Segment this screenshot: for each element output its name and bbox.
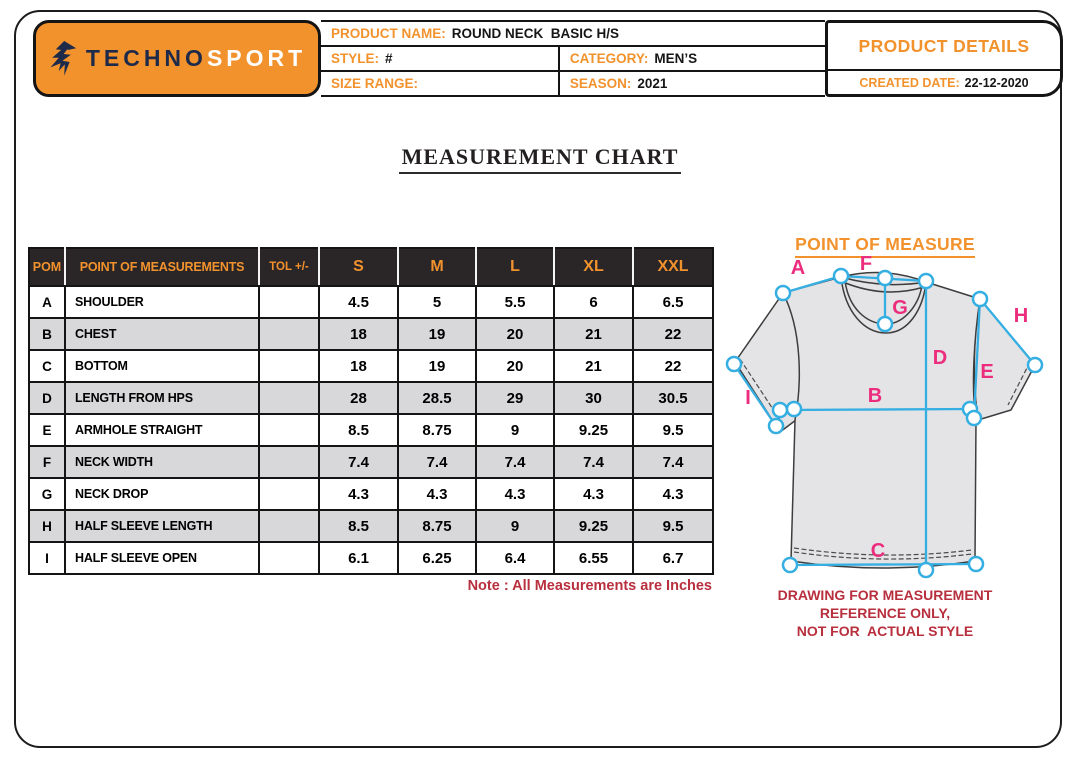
size-l-value: 4.3	[476, 478, 554, 510]
tol-value	[259, 414, 319, 446]
tol-value	[259, 382, 319, 414]
point-of-measure-title: POINT OF MEASURE	[795, 234, 975, 258]
label-h: H	[1013, 305, 1029, 327]
title-row	[0, 144, 1080, 174]
label-c: C	[870, 540, 886, 562]
table-header-row	[29, 248, 713, 286]
pom-name: HALF SLEEVE OPEN	[65, 542, 259, 574]
category-label: CATEGORY:	[569, 51, 649, 66]
size-l-value: 20	[476, 350, 554, 382]
category-field	[558, 47, 825, 70]
diagram-disclaimer	[738, 587, 1032, 641]
size-xxl-value: 30.5	[633, 382, 713, 414]
size-s-value: 18	[319, 350, 398, 382]
size-m-value: 5	[398, 286, 476, 318]
size-s-value: 18	[319, 318, 398, 350]
size-l-value: 6.4	[476, 542, 554, 574]
style-label: STYLE:	[331, 51, 380, 66]
created-date-label: CREATED DATE:	[859, 75, 960, 90]
pom-code: F	[29, 446, 65, 478]
pom-name: LENGTH FROM HPS	[65, 382, 259, 414]
size-xl-value: 4.3	[554, 478, 633, 510]
size-xxl-value: 9.5	[633, 510, 713, 542]
tol-value	[259, 318, 319, 350]
size-xl-value: 21	[554, 318, 633, 350]
size-xxl-value: 22	[633, 350, 713, 382]
size-l-value: 20	[476, 318, 554, 350]
size-s-value: 6.1	[319, 542, 398, 574]
size-s-value: 4.5	[319, 286, 398, 318]
pom-title-row	[755, 234, 1015, 258]
size-l-value: 9	[476, 414, 554, 446]
label-b: B	[867, 385, 883, 407]
size-xxl-value: 6.7	[633, 542, 713, 574]
pom-code: D	[29, 382, 65, 414]
disclaimer-line-1: DRAWING FOR MEASUREMENT	[777, 587, 993, 603]
pom-name: HALF SLEEVE LENGTH	[65, 510, 259, 542]
table-row	[29, 286, 713, 318]
season-field	[558, 72, 825, 95]
col-header-pom: POM	[29, 248, 65, 286]
col-header-tol: TOL +/-	[259, 248, 319, 286]
size-m-value: 8.75	[398, 510, 476, 542]
size-xxl-value: 9.5	[633, 414, 713, 446]
label-i: I	[745, 387, 751, 409]
size-xl-value: 30	[554, 382, 633, 414]
size-s-value: 7.4	[319, 446, 398, 478]
pom-name: NECK WIDTH	[65, 446, 259, 478]
size-m-value: 19	[398, 350, 476, 382]
size-l-value: 29	[476, 382, 554, 414]
col-header-point: POINT OF MEASUREMENTS	[65, 248, 259, 286]
size-m-value: 6.25	[398, 542, 476, 574]
season-value: 2021	[637, 76, 668, 91]
brand-wordmark	[86, 45, 306, 72]
label-f: F	[859, 253, 873, 275]
size-xl-value: 9.25	[554, 510, 633, 542]
label-a: A	[790, 257, 806, 279]
created-date-field	[828, 71, 1060, 94]
tshirt-measurement-diagram	[728, 253, 1072, 584]
table-row	[29, 350, 713, 382]
tol-value	[259, 446, 319, 478]
size-xxl-value: 4.3	[633, 478, 713, 510]
tol-value	[259, 350, 319, 382]
product-details-title: PRODUCT DETAILS	[828, 23, 1060, 71]
label-e: E	[980, 361, 994, 383]
header-row-size-season	[321, 72, 825, 95]
category-value: MEN’S	[654, 51, 698, 66]
pom-code: C	[29, 350, 65, 382]
table-row	[29, 382, 713, 414]
table-row	[29, 510, 713, 542]
brand-sport: SPORT	[206, 45, 307, 71]
disclaimer-line-3: NOT FOR ACTUAL STYLE	[796, 622, 974, 639]
col-header-m: M	[398, 248, 476, 286]
season-label: SEASON:	[569, 76, 632, 91]
size-m-value: 19	[398, 318, 476, 350]
col-header-xl: XL	[554, 248, 633, 286]
pom-name: BOTTOM	[65, 350, 259, 382]
pom-code: H	[29, 510, 65, 542]
pom-code: E	[29, 414, 65, 446]
table-row	[29, 414, 713, 446]
header-row-style-category	[321, 47, 825, 72]
size-range-field	[321, 72, 558, 95]
col-header-xxl: XXL	[633, 248, 713, 286]
pom-code: I	[29, 542, 65, 574]
col-header-s: S	[319, 248, 398, 286]
tol-value	[259, 510, 319, 542]
size-l-value: 7.4	[476, 446, 554, 478]
page-title: MEASUREMENT CHART	[399, 144, 682, 174]
size-m-value: 28.5	[398, 382, 476, 414]
pom-name: SHOULDER	[65, 286, 259, 318]
tol-value	[259, 478, 319, 510]
size-xxl-value: 22	[633, 318, 713, 350]
product-name-field	[321, 22, 825, 45]
size-l-value: 9	[476, 510, 554, 542]
size-s-value: 8.5	[319, 510, 398, 542]
header-fields	[321, 20, 825, 97]
size-l-value: 5.5	[476, 286, 554, 318]
pom-code: A	[29, 286, 65, 318]
size-xl-value: 6	[554, 286, 633, 318]
size-m-value: 4.3	[398, 478, 476, 510]
size-s-value: 8.5	[319, 414, 398, 446]
pom-name: ARMHOLE STRAIGHT	[65, 414, 259, 446]
col-header-l: L	[476, 248, 554, 286]
size-s-value: 28	[319, 382, 398, 414]
table-row	[29, 318, 713, 350]
table-row	[29, 478, 713, 510]
product-name-label: PRODUCT NAME:	[331, 26, 446, 41]
product-name-value: ROUND NECK BASIC H/S	[451, 26, 620, 41]
size-xl-value: 9.25	[554, 414, 633, 446]
size-m-value: 8.75	[398, 414, 476, 446]
table-row	[29, 446, 713, 478]
table-row	[29, 542, 713, 574]
product-details-box	[825, 20, 1063, 97]
disclaimer-line-2: REFERENCE ONLY,	[819, 604, 951, 621]
measurement-table	[28, 247, 714, 575]
pom-code: B	[29, 318, 65, 350]
size-s-value: 4.3	[319, 478, 398, 510]
units-note: Note : All Measurements are Inches	[467, 578, 712, 594]
size-xl-value: 21	[554, 350, 633, 382]
size-m-value: 7.4	[398, 446, 476, 478]
label-d: D	[932, 347, 948, 369]
pom-code: G	[29, 478, 65, 510]
size-xxl-value: 6.5	[633, 286, 713, 318]
size-range-label: SIZE RANGE:	[331, 76, 419, 91]
size-xxl-value: 7.4	[633, 446, 713, 478]
brand-techno: TECHNO	[85, 45, 207, 71]
label-g: G	[892, 297, 908, 319]
header-row-product-name	[321, 22, 825, 47]
style-field	[321, 47, 558, 70]
size-xl-value: 7.4	[554, 446, 633, 478]
size-xl-value: 6.55	[554, 542, 633, 574]
technosport-bird-icon	[48, 41, 78, 77]
tol-value	[259, 542, 319, 574]
style-value: #	[385, 51, 393, 66]
created-date-value: 22-12-2020	[964, 75, 1029, 90]
pom-name: CHEST	[65, 318, 259, 350]
brand-logo	[33, 20, 321, 97]
pom-name: NECK DROP	[65, 478, 259, 510]
tol-value	[259, 286, 319, 318]
